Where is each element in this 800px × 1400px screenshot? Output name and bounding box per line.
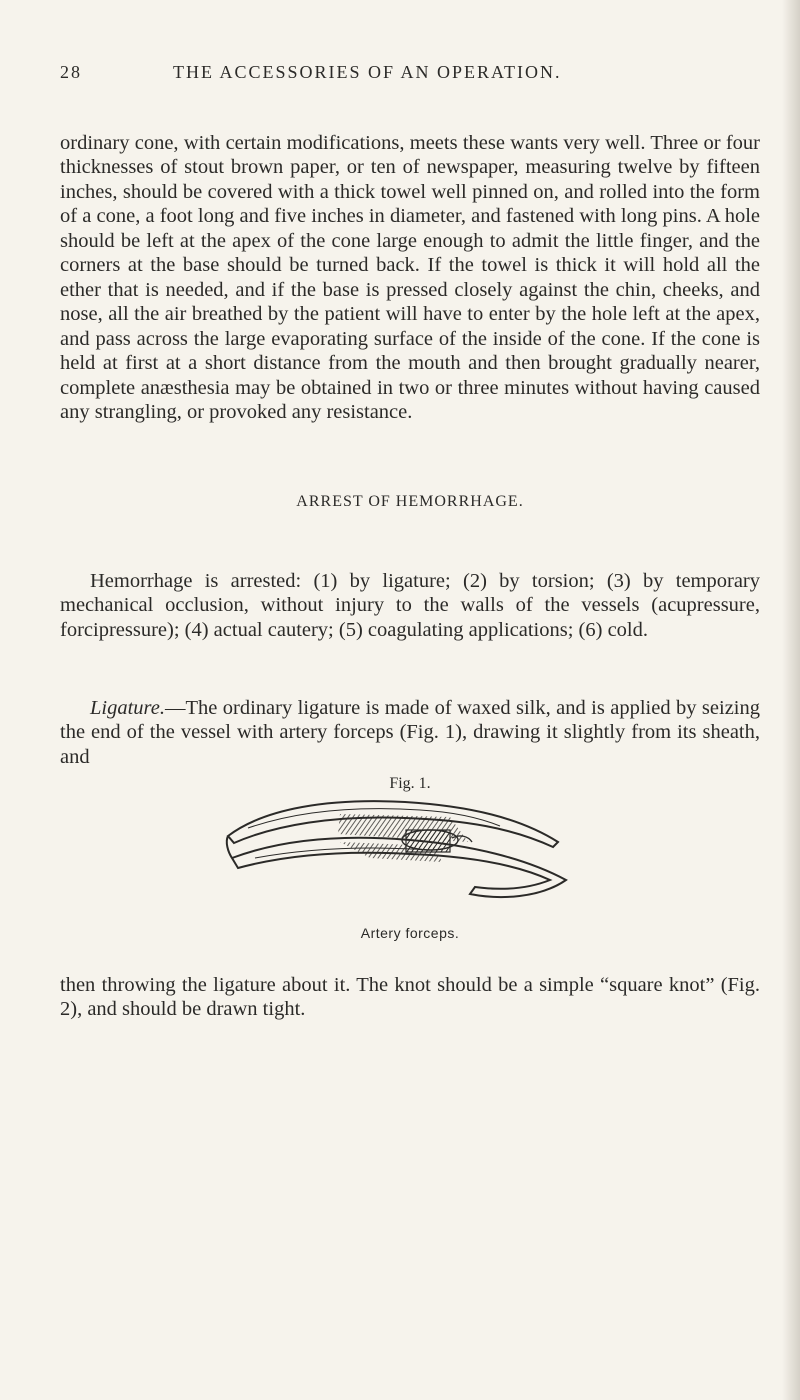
paragraph-continuation: then throwing the ligature about it. The knot should be a simple “square knot” (Fig. 2), and should be drawn tight. [60,973,760,1020]
figure-caption: Artery forceps. [360,925,460,941]
forceps-lower-blade [232,838,566,897]
running-head: THE ACCESSORIES OF AN OPERATION. [173,62,562,82]
paragraph-ether-cone: ordinary cone, with certain modifications, meets these wants very well. Three or four thicknesses of stout brown paper, or ten of newspaper, measuring twelve by fifteen inches, should be covered with a thick towel well pinned on, and rolled into the form of a cone, a foot long and five inches in diameter, and fastened with long pins. A hole should be left at the apex of the cone large enough to admit the little finger, and the corners at the base should be turned back. If the towel is thick it will hold all the ether that is needed, and if the base is pressed closely against the chin, cheeks, and nose, all the air breathed by the patient will have to enter by the hole left at the apex, and pass across the large evaporating surface of the inside of the cone. If the cone is held at first at a short distance from the mouth and then brought gradually nearer, complete anæsthesia may be obtained in two or three minutes without having caused any strangling, or provoked any resistance. [60,131,760,423]
page-edge-shadow [782,0,800,1400]
paragraph-hemorrhage-methods: Hemorrhage is arrested: (1) by ligature; (2) by torsion; (3) by temporary mechanical occlusion, without injury to the walls of the vessels (acupressure, forcipressure); (4) actual cautery; (5) coagulating applications; (6) cold. [60,569,760,641]
section-heading: ARREST OF HEMORRHAGE. [296,493,524,510]
figure-label: Fig. 1. [389,775,431,792]
ligature-term: Ligature. [90,696,165,719]
ligature-text: —The ordinary ligature is made of waxed silk, and is applied by seizing the end of the vessel with artery forceps (Fig. 1), drawing it slightly from its sheath, and [60,696,760,768]
page-number: 28 [60,62,82,82]
artery-forceps-illustration [220,790,580,905]
page-header [60,62,760,92]
paragraph-ligature [60,696,760,770]
